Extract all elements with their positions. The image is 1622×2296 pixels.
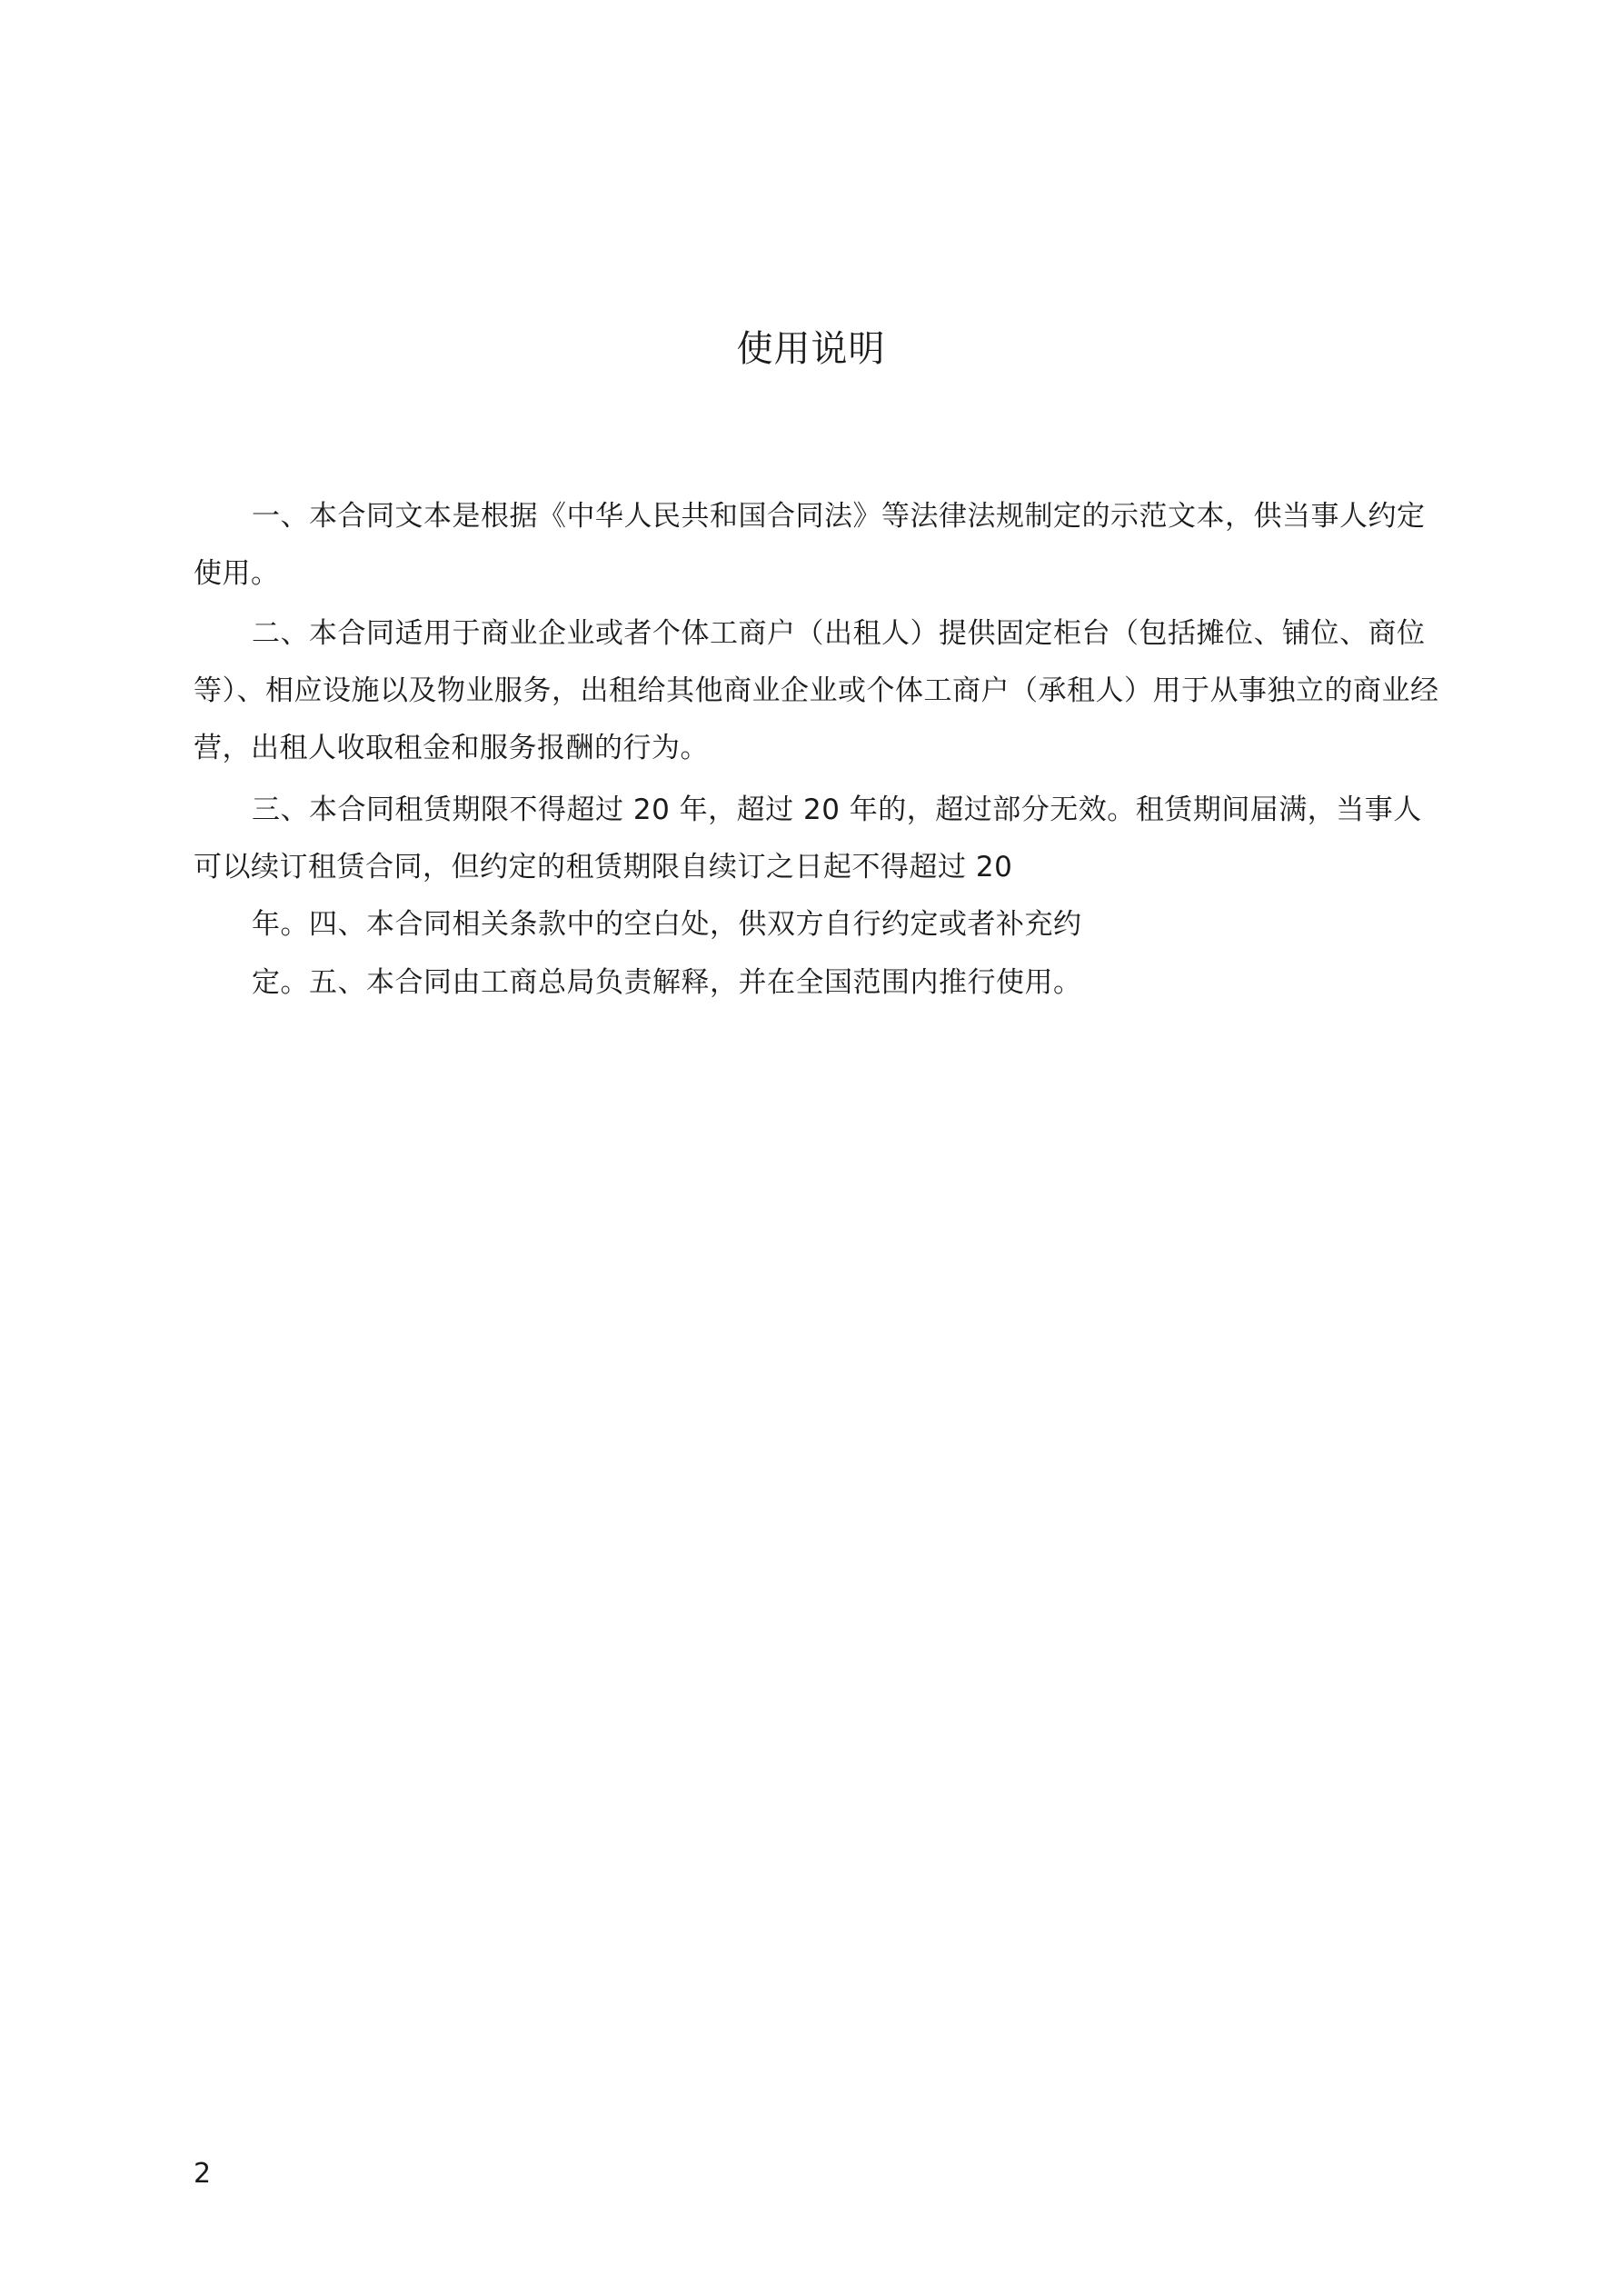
page-title: 使用说明 bbox=[736, 328, 886, 370]
paragraph-1: 一、本合同文本是根据《中华人民共和国合同法》等法律法规制定的示范文本，供当事人约定使用。 bbox=[194, 500, 1426, 590]
paragraph-2: 二、本合同适用于商业企业或者个体工商户（出租人）提供固定柜台（包括摊位、铺位、商位等）、相应设施以及物业服务，出租给其他商业企业或个体工商户（承租人）用于从事独立的商业经营，出租人收取租金和服务报酬的行为。 bbox=[194, 617, 1439, 764]
paragraph-3: 三、本合同租赁期限不得超过 20 年，超过 20 年的，超过部分无效。租赁期间届满，当事人可以续订租赁合同，但约定的租赁期限自续订之日起不得超过 20 bbox=[194, 794, 1422, 883]
paragraph-4: 年。四、本合同相关条款中的空白处，供双方自行约定或者补充约 bbox=[252, 908, 1082, 941]
paragraph-5: 定。五、本合同由工商总局负责解释，并在全国范围内推行使用。 bbox=[252, 966, 1082, 999]
page-number: 2 bbox=[194, 2158, 212, 2190]
